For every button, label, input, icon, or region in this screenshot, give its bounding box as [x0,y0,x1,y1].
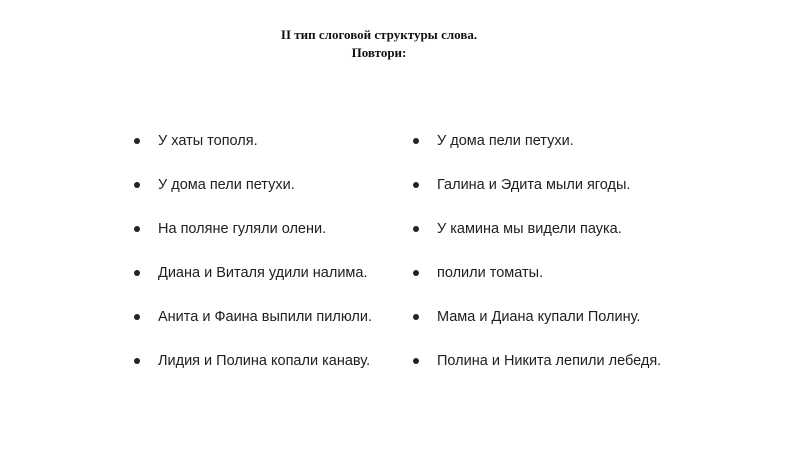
bullet-icon [413,226,419,232]
sentence-text: У дома пели петухи. [158,177,295,193]
list-item [413,172,661,216]
sentence-text: Лидия и Полина копали канаву. [158,353,371,369]
slide-title [0,26,758,62]
bullet-icon [413,270,419,276]
sentence-text: Галина и Эдита мыли ягоды. [437,177,631,193]
list-item [134,260,372,304]
list-item [134,348,372,392]
sentence-text: Полина и Никита лепили лебедя. [437,353,662,369]
bullet-icon [413,314,419,320]
sentence-text: На поляне гуляли олени. [158,221,327,237]
sentence-text: У дома пели петухи. [437,133,574,149]
list-item [413,304,661,348]
sentence-text: Мама и Диана купали Полину. [437,309,641,325]
bullet-icon [413,182,419,188]
list-item [134,172,372,216]
sentence-text: У камина мы видели паука. [437,221,622,237]
bullet-icon [134,358,140,364]
sentence-text: Анита и Фаина выпили пилюли. [158,309,372,325]
bullet-icon [134,138,140,144]
sentence-text: У хаты тополя. [158,133,258,149]
list-item [413,128,661,172]
bullet-icon [413,358,419,364]
list-item [413,216,661,260]
list-item [134,128,372,172]
right-sentence-list [413,128,661,392]
title-line-2: Повтори: [351,45,407,60]
list-item [413,348,661,392]
title-line-1: II тип слоговой структуры слова. [280,27,478,42]
sentence-text: Диана и Виталя удили налима. [158,265,368,281]
list-item [134,304,372,348]
bullet-icon [134,270,140,276]
bullet-icon [134,314,140,320]
sentence-text: полили томаты. [437,265,544,281]
bullet-icon [134,182,140,188]
left-sentence-list [134,128,372,392]
bullet-icon [413,138,419,144]
bullet-icon [134,226,140,232]
list-item [134,216,372,260]
list-item [413,260,661,304]
